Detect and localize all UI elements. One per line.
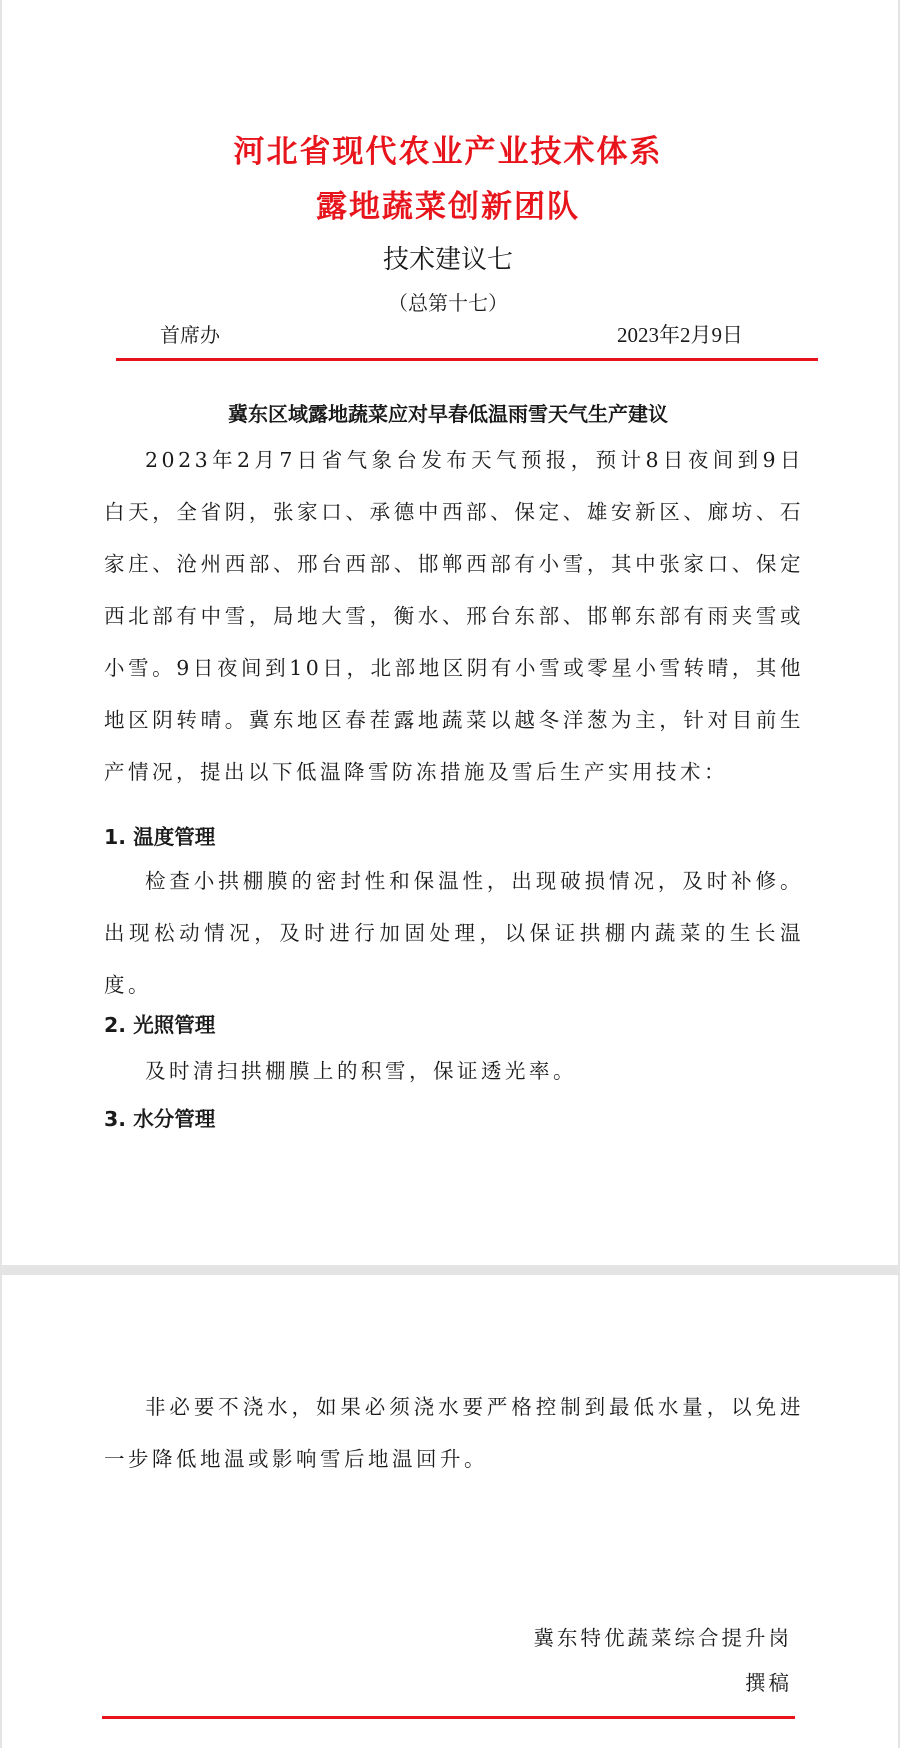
- section-text-water: 非必要不浇水，如果必须浇水要严格控制到最低水量，以免进一步降低地温或影响雪后地温回升。: [104, 1395, 804, 1471]
- doc-title: 技术建议七: [382, 245, 513, 275]
- org-title-line2: 露地蔬菜创新团队: [316, 189, 580, 225]
- article-title: 冀东区域露地蔬菜应对早春低温雨雪天气生产建议: [228, 402, 668, 426]
- section-heading-temperature: 1. 温度管理: [104, 825, 216, 849]
- section-text-light: 及时清扫拱棚膜上的积雪，保证透光率。: [145, 1059, 577, 1083]
- office-name: 首席办: [160, 323, 220, 347]
- doc-number: （总第十七）: [388, 291, 508, 315]
- author-role: 撰稿: [745, 1671, 792, 1695]
- section-heading-light: 2. 光照管理: [104, 1013, 216, 1037]
- section-heading-water: 3. 水分管理: [104, 1107, 216, 1131]
- issue-date: 2023年2月9日: [617, 323, 743, 347]
- footer-divider: [102, 1716, 795, 1719]
- author-signature: 冀东特优蔬菜综合提升岗: [533, 1626, 792, 1650]
- header-divider: [116, 358, 818, 361]
- org-title-line1: 河北省现代农业产业技术体系: [233, 134, 663, 170]
- section-text-temperature: 检查小拱棚膜的密封性和保温性，出现破损情况，及时补修。出现松动情况，及时进行加固处理，以保证拱棚内蔬菜的生长温度。: [104, 869, 804, 997]
- intro-paragraph: 2023年2月7日省气象台发布天气预报，预计8日夜间到9日白天，全省阴，张家口、承德中西部、保定、雄安新区、廊坊、石家庄、沧州西部、邢台西部、邯郸西部有小雪，其中张家口、保定西北部有中雪，局地大雪，衡水、邢台东部、邯郸东部有雨夹雪或小雪。9日夜间到10日，北部地区阴有小雪或零星小雪转晴，其他地区阴转晴。冀东地区春茬露地蔬菜以越冬洋葱为主，针对目前生产情况，提出以下低温降雪防冻措施及雪后生产实用技术：: [104, 448, 804, 784]
